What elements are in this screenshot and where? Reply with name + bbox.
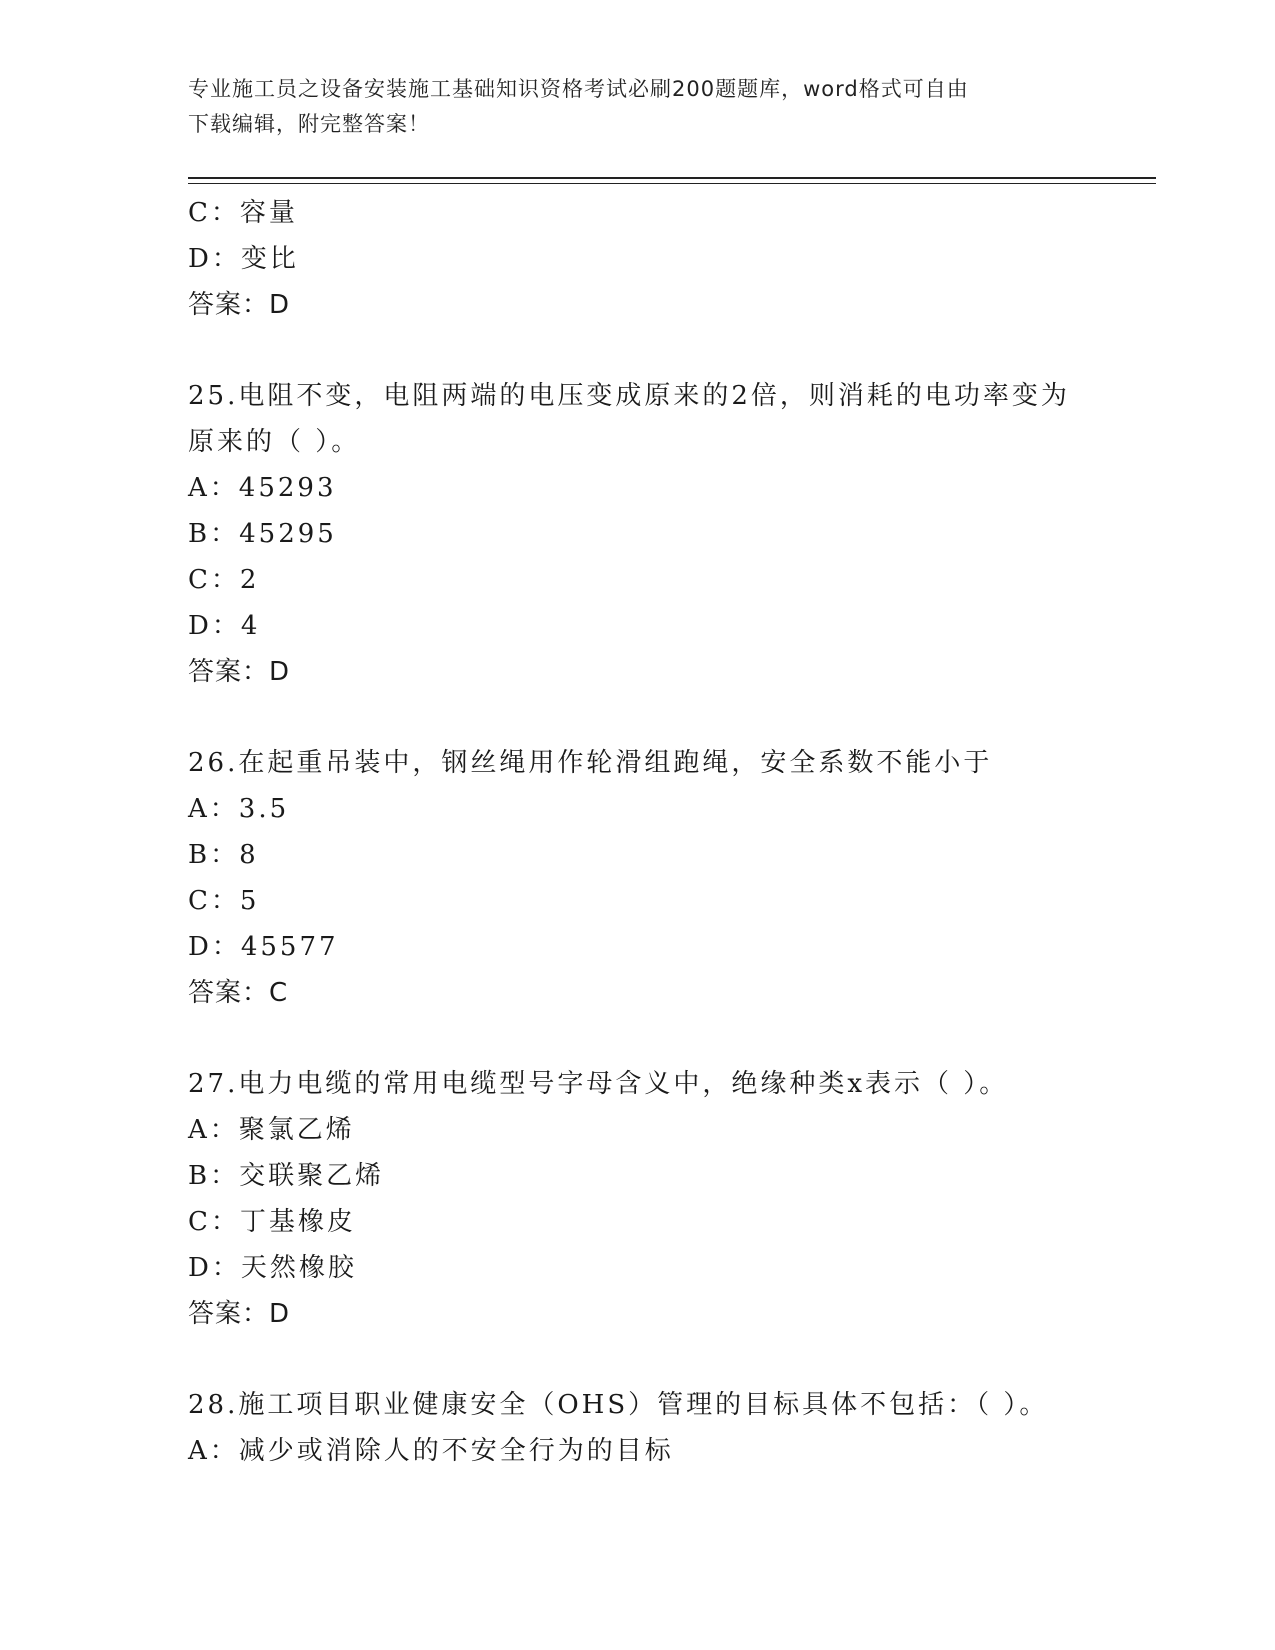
option-b: B：45295 xyxy=(188,519,337,549)
spacer xyxy=(188,1016,1148,1061)
answer-line: 答案：D xyxy=(188,657,291,687)
question-stem: 26.在起重吊装中，钢丝绳用作轮滑组跑绳，安全系数不能小于 xyxy=(188,748,993,778)
option-c: C：容量 xyxy=(188,198,298,228)
header-divider-thin xyxy=(188,183,1156,184)
option-a: A：45293 xyxy=(188,473,337,503)
option-b: B：8 xyxy=(188,840,259,870)
header-divider-thick xyxy=(188,177,1156,179)
option-b: B：交联聚乙烯 xyxy=(188,1161,385,1191)
spacer xyxy=(188,328,1148,373)
option-d: D：天然橡胶 xyxy=(188,1253,357,1283)
question-stem: 28.施工项目职业健康安全（OHS）管理的目标具体不包括：（ ）。 xyxy=(188,1390,1049,1420)
question-26 xyxy=(188,740,1148,1016)
question-stem-continued: 原来的（ ）。 xyxy=(188,427,361,457)
question-24-continued xyxy=(188,190,1148,328)
question-stem: 25.电阻不变，电阻两端的电压变成原来的2倍，则消耗的电功率变为 xyxy=(188,381,1070,411)
answer-line: 答案：D xyxy=(188,1299,291,1329)
option-d: D：45577 xyxy=(188,932,339,962)
option-d: D：变比 xyxy=(188,244,299,274)
option-c: C：丁基橡皮 xyxy=(188,1207,356,1237)
question-28 xyxy=(188,1382,1148,1474)
spacer xyxy=(188,1337,1148,1382)
option-c: C：5 xyxy=(188,886,260,916)
option-a: A：聚氯乙烯 xyxy=(188,1115,355,1145)
option-a: A：减少或消除人的不安全行为的目标 xyxy=(188,1436,674,1466)
question-25 xyxy=(188,373,1148,695)
option-c: C：2 xyxy=(188,565,260,595)
option-a: A：3.5 xyxy=(188,794,290,824)
header-line-1: 专业施工员之设备安装施工基础知识资格考试必刷200题题库，word格式可自由 xyxy=(188,77,969,101)
document-header xyxy=(188,72,1088,142)
question-stem: 27.电力电缆的常用电缆型号字母含义中，绝缘种类x表示（ ）。 xyxy=(188,1069,1009,1099)
answer-line: 答案：D xyxy=(188,290,291,320)
option-d: D：4 xyxy=(188,611,261,641)
question-content xyxy=(188,190,1148,1474)
answer-line: 答案：C xyxy=(188,978,289,1008)
spacer xyxy=(188,695,1148,740)
header-line-2: 下载编辑，附完整答案！ xyxy=(188,112,430,136)
question-27 xyxy=(188,1061,1148,1337)
